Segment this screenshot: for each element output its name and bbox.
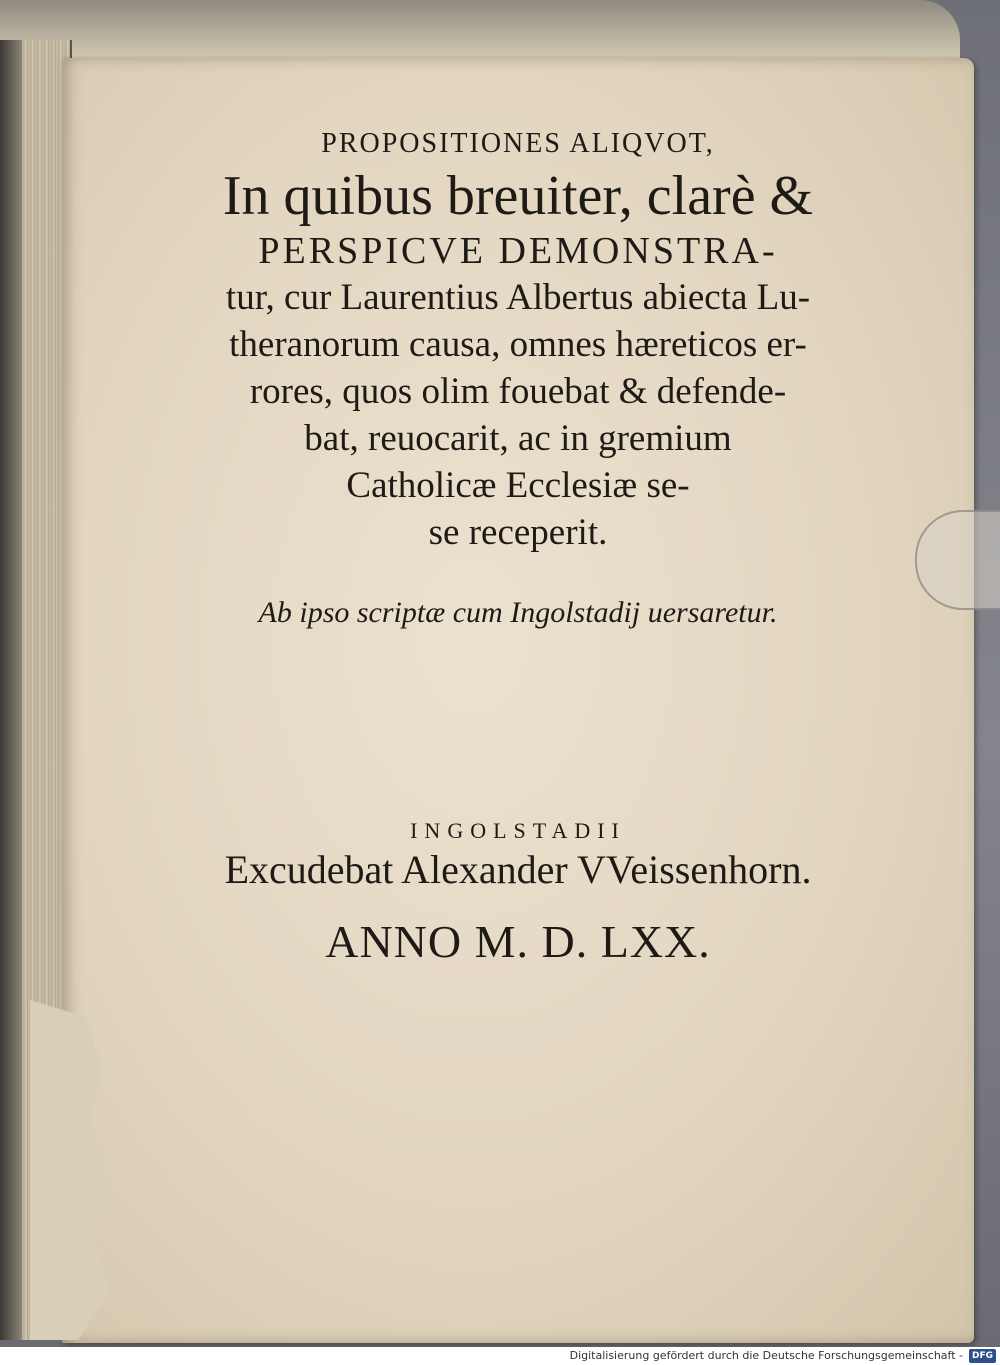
body-line: Catholicæ Ecclesiæ se-: [346, 465, 690, 506]
imprint-printer: Excudebat Alexander VVeissenhorn.: [224, 847, 812, 892]
body-line: rores, quos olim fouebat & defende-: [249, 371, 787, 412]
imprint-place: INGOLSTADII: [410, 818, 626, 843]
body-line: se receperit.: [428, 512, 608, 553]
body-line: tur, cur Laurentius Albertus abiecta Lu-: [225, 277, 811, 318]
attribution: Ab ipso scriptæ cum Ingolstadij uersaretur.: [258, 596, 778, 629]
heading: PROPOSITIONES ALIQVOT,: [321, 128, 715, 159]
title-line-1: In quibus breuiter, clarè &: [222, 165, 814, 227]
dfg-logo: DFG: [969, 1349, 996, 1363]
title-line-2: PERSPICVE DEMONSTRA-: [258, 230, 778, 272]
footer-bar: [0, 1347, 1000, 1365]
title-page-text: [62, 58, 974, 972]
body-line: bat, reuocarit, ac in gremium: [304, 418, 732, 459]
funding-credit: Digitalisierung gefördert durch die Deutsche Forschungsgemeinschaft -: [569, 1349, 963, 1362]
imprint-year: ANNO M. D. LXX.: [325, 916, 711, 967]
body-line: theranorum causa, omnes hæreticos er-: [229, 324, 807, 365]
